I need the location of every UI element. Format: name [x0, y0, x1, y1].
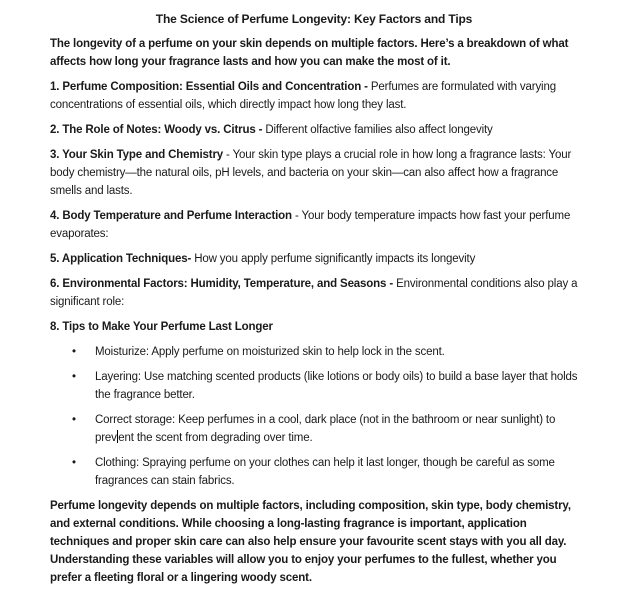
- tip-item-clothing[interactable]: [95, 454, 578, 490]
- numbered-item-4[interactable]: [50, 207, 578, 243]
- intro-paragraph[interactable]: The longevity of a perfume on your skin depends on multiple factors. Here’s a breakdown of what affects how long your fragrance lasts and how you can make the most of it.: [50, 38, 569, 68]
- numbered-item-8-heading: 8. Tips to Make Your Perfume Last Longer: [50, 321, 273, 333]
- tip-item-storage-text-after-caret: ent the scent from degrading over time.: [118, 432, 313, 444]
- numbered-item-1-heading: 1. Perfume Composition: Essential Oils and Concentration -: [50, 81, 371, 93]
- numbered-item-2-text: Different olfactive families also affect longevity: [265, 124, 493, 136]
- tip-item-layering-text: Layering: Use matching scented products (like lotions or body oils) to build a base layer that holds the fragrance better.: [95, 371, 578, 401]
- numbered-item-2-heading: 2. The Role of Notes: Woody vs. Citrus -: [50, 124, 266, 136]
- numbered-item-5-text: How you apply perfume significantly impacts its longevity: [191, 253, 476, 265]
- numbered-item-4-text: - Your body temperature impacts how fast your perfume evaporates:: [50, 210, 571, 240]
- numbered-item-1[interactable]: [50, 78, 578, 114]
- tip-item-layering[interactable]: [95, 368, 578, 404]
- numbered-item-3-text: - Your skin type plays a crucial role in how long a fragrance lasts: Your body chemistry—the natural oils, pH levels, and bacteria on your skin—can also affect how a fragrance smells and lasts.: [50, 149, 572, 197]
- tip-item-storage-text-before-caret: Correct storage: Keep perfumes in a cool, dark place (not in the bathroom or near sunlight) to prev: [95, 414, 556, 444]
- numbered-item-6[interactable]: [50, 275, 578, 311]
- numbered-item-3[interactable]: [50, 146, 578, 200]
- numbered-item-6-text: Environmental conditions also play a significant role:: [50, 278, 578, 308]
- numbered-item-3-heading: 3. Your Skin Type and Chemistry: [50, 149, 224, 161]
- numbered-item-5[interactable]: [50, 250, 578, 268]
- numbered-item-4-heading: 4. Body Temperature and Perfume Interaction: [50, 210, 292, 222]
- tip-item-storage[interactable]: [95, 411, 578, 447]
- tip-item-clothing-text: Clothing: Spraying perfume on your clothes can help it last longer, though be careful as some fragrances can stain fabrics.: [95, 457, 555, 487]
- numbered-item-2[interactable]: [50, 121, 578, 139]
- document-title[interactable]: The Science of Perfume Longevity: Key Factors and Tips: [155, 12, 473, 26]
- numbered-item-1-text: Perfumes are formulated with varying concentrations of essential oils, which directly impact how long they last.: [50, 81, 556, 111]
- numbered-item-8[interactable]: [50, 318, 578, 336]
- numbered-item-6-heading: 6. Environmental Factors: Humidity, Temperature, and Seasons -: [50, 278, 397, 290]
- tips-list: [50, 343, 578, 490]
- tip-item-moisturize-text: Moisturize: Apply perfume on moisturized skin to help lock in the scent.: [95, 346, 445, 358]
- tip-item-moisturize[interactable]: [95, 343, 578, 361]
- numbered-item-5-heading: 5. Application Techniques-: [50, 253, 192, 265]
- conclusion-paragraph[interactable]: Perfume longevity depends on multiple factors, including composition, skin type, body chemistry, and external conditions. While choosing a long-lasting fragrance is important, application techniques and proper skin care can also help ensure your favourite scent stays with you all day. Understanding these variables will allow you to enjoy your perfumes to the fullest, whether you prefer a fleeting floral or a lingering woody scent.: [50, 500, 571, 584]
